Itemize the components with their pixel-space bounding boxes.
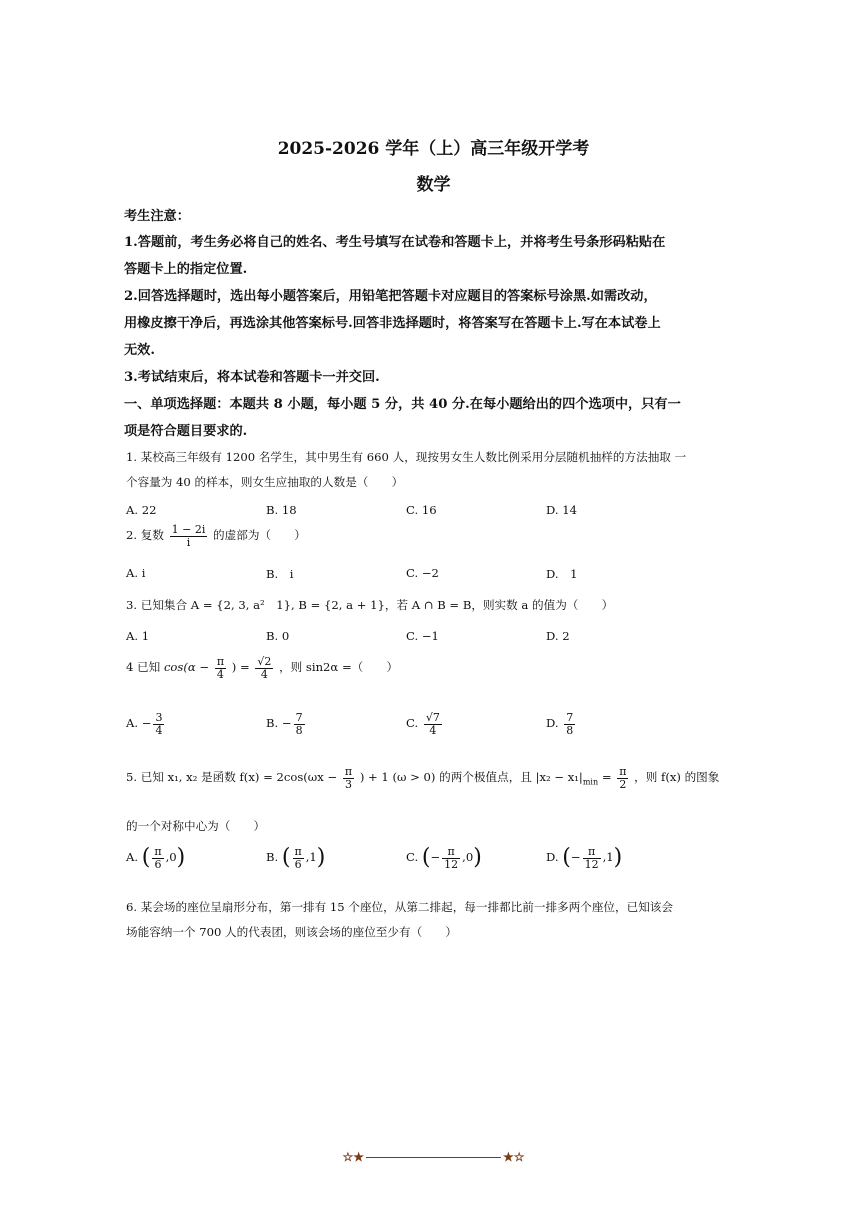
question-4-pi: π xyxy=(216,655,225,668)
section-heading-line-1: 一、单项选择题：本题共 8 小题，每小题 5 分，共 40 分.在每小题给出的四个选项中，只有一 xyxy=(124,397,681,412)
pi: π xyxy=(583,846,601,859)
question-5-option-a: A. ( $\frac{\pi}{6}$ ,0) xyxy=(126,845,186,871)
question-5-pi-over-3 xyxy=(343,766,354,790)
option-den: 4 xyxy=(155,723,163,737)
footer-right-stars: ★☆ xyxy=(503,1150,525,1164)
option-label: A. xyxy=(126,716,139,731)
option-label: B. xyxy=(266,716,279,731)
two: 2 xyxy=(619,777,627,791)
option-label: C. xyxy=(406,716,419,731)
question-5-option-b: B. ( $\frac{\pi}{6}$ ,1) xyxy=(266,845,326,871)
question-5-eq: = xyxy=(601,770,612,785)
question-5-line-1 xyxy=(126,766,719,790)
notice-line-3: 2.回答选择题时，选出每小题答案后，用铅笔把答题卡对应题目的答案标号涂黑.如需改动， xyxy=(124,289,657,304)
question-1-option-a: A. 22 xyxy=(126,503,157,517)
option-fraction xyxy=(294,712,305,736)
option-den: 8 xyxy=(566,723,574,737)
option-label: D. xyxy=(546,850,559,865)
question-5-part-d: ，则 f(x) 的图象 xyxy=(634,770,720,785)
option-tail: ,1 xyxy=(602,850,614,865)
pi: π xyxy=(619,765,627,778)
question-4-option-c xyxy=(406,712,444,736)
option-label: A. xyxy=(126,850,139,865)
notice-line-1: 1.答题前，考生务必将自己的姓名、考生号填写在试卷和答题卡上，并将考生号条形码粘贴在 xyxy=(124,235,666,250)
question-6-line-1: 6. 某会场的座位呈扇形分布，第一排有 15 个座位，从第二排起，每一排都比前一排多两个座位，已知该会 xyxy=(126,900,673,914)
option-num: 7 xyxy=(295,711,303,724)
question-4-option-d xyxy=(546,712,577,736)
option-label: C. xyxy=(406,850,419,865)
option-den: 6 xyxy=(154,857,162,871)
question-5-line-2: 的一个对称中心为（ ） xyxy=(126,819,266,833)
question-2-option-d: D. 1 xyxy=(546,567,578,581)
question-6-line-2: 场能容纳一个 700 人的代表团，则该会场的座位至少有（ ） xyxy=(126,925,457,939)
question-4-option-b xyxy=(266,712,307,736)
footer-divider xyxy=(366,1157,501,1158)
option-fraction xyxy=(424,712,442,736)
notice-heading: 考生注意： xyxy=(124,209,190,224)
option-fraction xyxy=(153,712,164,736)
section-heading-line-2: 项是符合题目要求的. xyxy=(124,424,248,439)
question-4-cos: cos(α − xyxy=(163,660,210,675)
three: 3 xyxy=(345,777,352,791)
question-4-rhs-den: 4 xyxy=(260,667,268,681)
option-fraction xyxy=(564,712,575,736)
question-5-part-a: 5. 已知 x₁, x₂ 是函数 f(x) = 2cos(ωx − xyxy=(126,770,338,785)
question-2-fraction xyxy=(170,524,208,548)
question-2-option-c: C. −2 xyxy=(406,566,439,580)
option-sign: − xyxy=(141,716,152,731)
question-3: 3. 已知集合 A = {2, 3, a² 1}, B = {2, a + 1}，若 A ∩ B = B，则实数 a 的值为（ ） xyxy=(126,598,614,612)
option-den: 6 xyxy=(294,857,302,871)
question-3-option-a: A. 1 xyxy=(126,629,150,643)
question-3-option-b: B. 0 xyxy=(266,629,290,643)
option-label: B. xyxy=(266,850,279,865)
question-3-option-c: C. −1 xyxy=(406,629,439,643)
question-1-line-1: 1. 某校高三年级有 1200 名学生，其中男生有 660 人，现按男女生人数比例采用分层随机抽样的方法抽取 一 xyxy=(126,450,687,464)
pi: π xyxy=(154,845,162,858)
question-4-suffix: ，则 sin2α =（ ） xyxy=(279,660,399,675)
option-den: 4 xyxy=(429,723,437,737)
option-label: D. xyxy=(546,716,559,731)
question-5-option-d: D. (− $\frac{\pi}{12}$ ,1) xyxy=(546,845,623,871)
option-num: 3 xyxy=(155,711,163,724)
option-den: 12 xyxy=(444,857,459,871)
question-2-denominator: i xyxy=(186,535,191,549)
option-sign: − xyxy=(281,716,292,731)
option-fraction xyxy=(293,846,304,870)
option-tail: ,1 xyxy=(305,850,317,865)
question-2-prefix: 2. 复数 xyxy=(126,528,164,543)
question-4 xyxy=(126,656,398,680)
notice-line-2: 答题卡上的指定位置. xyxy=(124,262,248,277)
pi: π xyxy=(344,765,353,778)
question-2-option-b: B. i xyxy=(266,567,294,581)
option-fraction xyxy=(152,846,163,870)
option-tail: ,0 xyxy=(165,850,177,865)
option-den: 12 xyxy=(584,857,599,871)
question-4-eq: ) = xyxy=(231,660,250,675)
notice-line-6: 3.考试结束后，将本试卷和答题卡一并交回. xyxy=(124,370,380,385)
question-1-option-c: C. 16 xyxy=(406,503,437,517)
question-2 xyxy=(126,524,306,548)
subject-title: 数学 xyxy=(416,175,451,195)
question-4-rhs xyxy=(255,656,273,680)
question-5-option-c: C. (− $\frac{\pi}{12}$ ,0) xyxy=(406,845,482,871)
question-1-line-2: 个容量为 40 的样本，则女生应抽取的人数是（ ） xyxy=(126,475,404,489)
page-footer xyxy=(0,1150,867,1164)
option-num: √7 xyxy=(425,711,440,724)
neg-sign: − xyxy=(430,850,441,865)
min-subscript: min xyxy=(582,777,599,787)
notice-line-5: 无效. xyxy=(124,343,155,358)
option-den: 8 xyxy=(295,723,303,737)
option-tail: ,0 xyxy=(462,850,474,865)
option-num: 7 xyxy=(566,711,574,724)
question-2-numerator: 1 − 2i xyxy=(171,523,206,536)
notice-line-4: 用橡皮擦干净后，再选涂其他答案标号.回答非选择题时，将答案写在答题卡上.写在本试卷上 xyxy=(124,316,661,331)
question-5-pi-over-2 xyxy=(617,766,628,790)
question-4-option-a xyxy=(126,712,166,736)
question-4-pi-over-4 xyxy=(215,656,226,680)
question-3-option-d: D. 2 xyxy=(546,629,570,643)
pi: π xyxy=(442,846,460,859)
question-2-suffix: 的虚部为（ ） xyxy=(213,528,306,543)
question-5-part-b: ) + 1 (ω > 0) 的两个极值点，且 |x₂ − x₁| xyxy=(359,770,583,785)
question-1-option-b: B. 18 xyxy=(266,503,297,517)
option-fraction xyxy=(583,846,601,870)
question-4-rhs-num: √2 xyxy=(257,655,272,668)
option-fraction xyxy=(442,846,460,870)
footer-left-stars: ☆★ xyxy=(342,1150,364,1164)
pi: π xyxy=(294,845,302,858)
neg-sign: − xyxy=(570,850,581,865)
question-4-four: 4 xyxy=(216,667,224,681)
question-2-option-a: A. i xyxy=(126,566,146,580)
exam-title: 2025-2026 学年（上）高三年级开学考 xyxy=(277,139,590,159)
question-4-prefix: 4 已知 xyxy=(126,660,161,675)
question-1-option-d: D. 14 xyxy=(546,503,578,517)
